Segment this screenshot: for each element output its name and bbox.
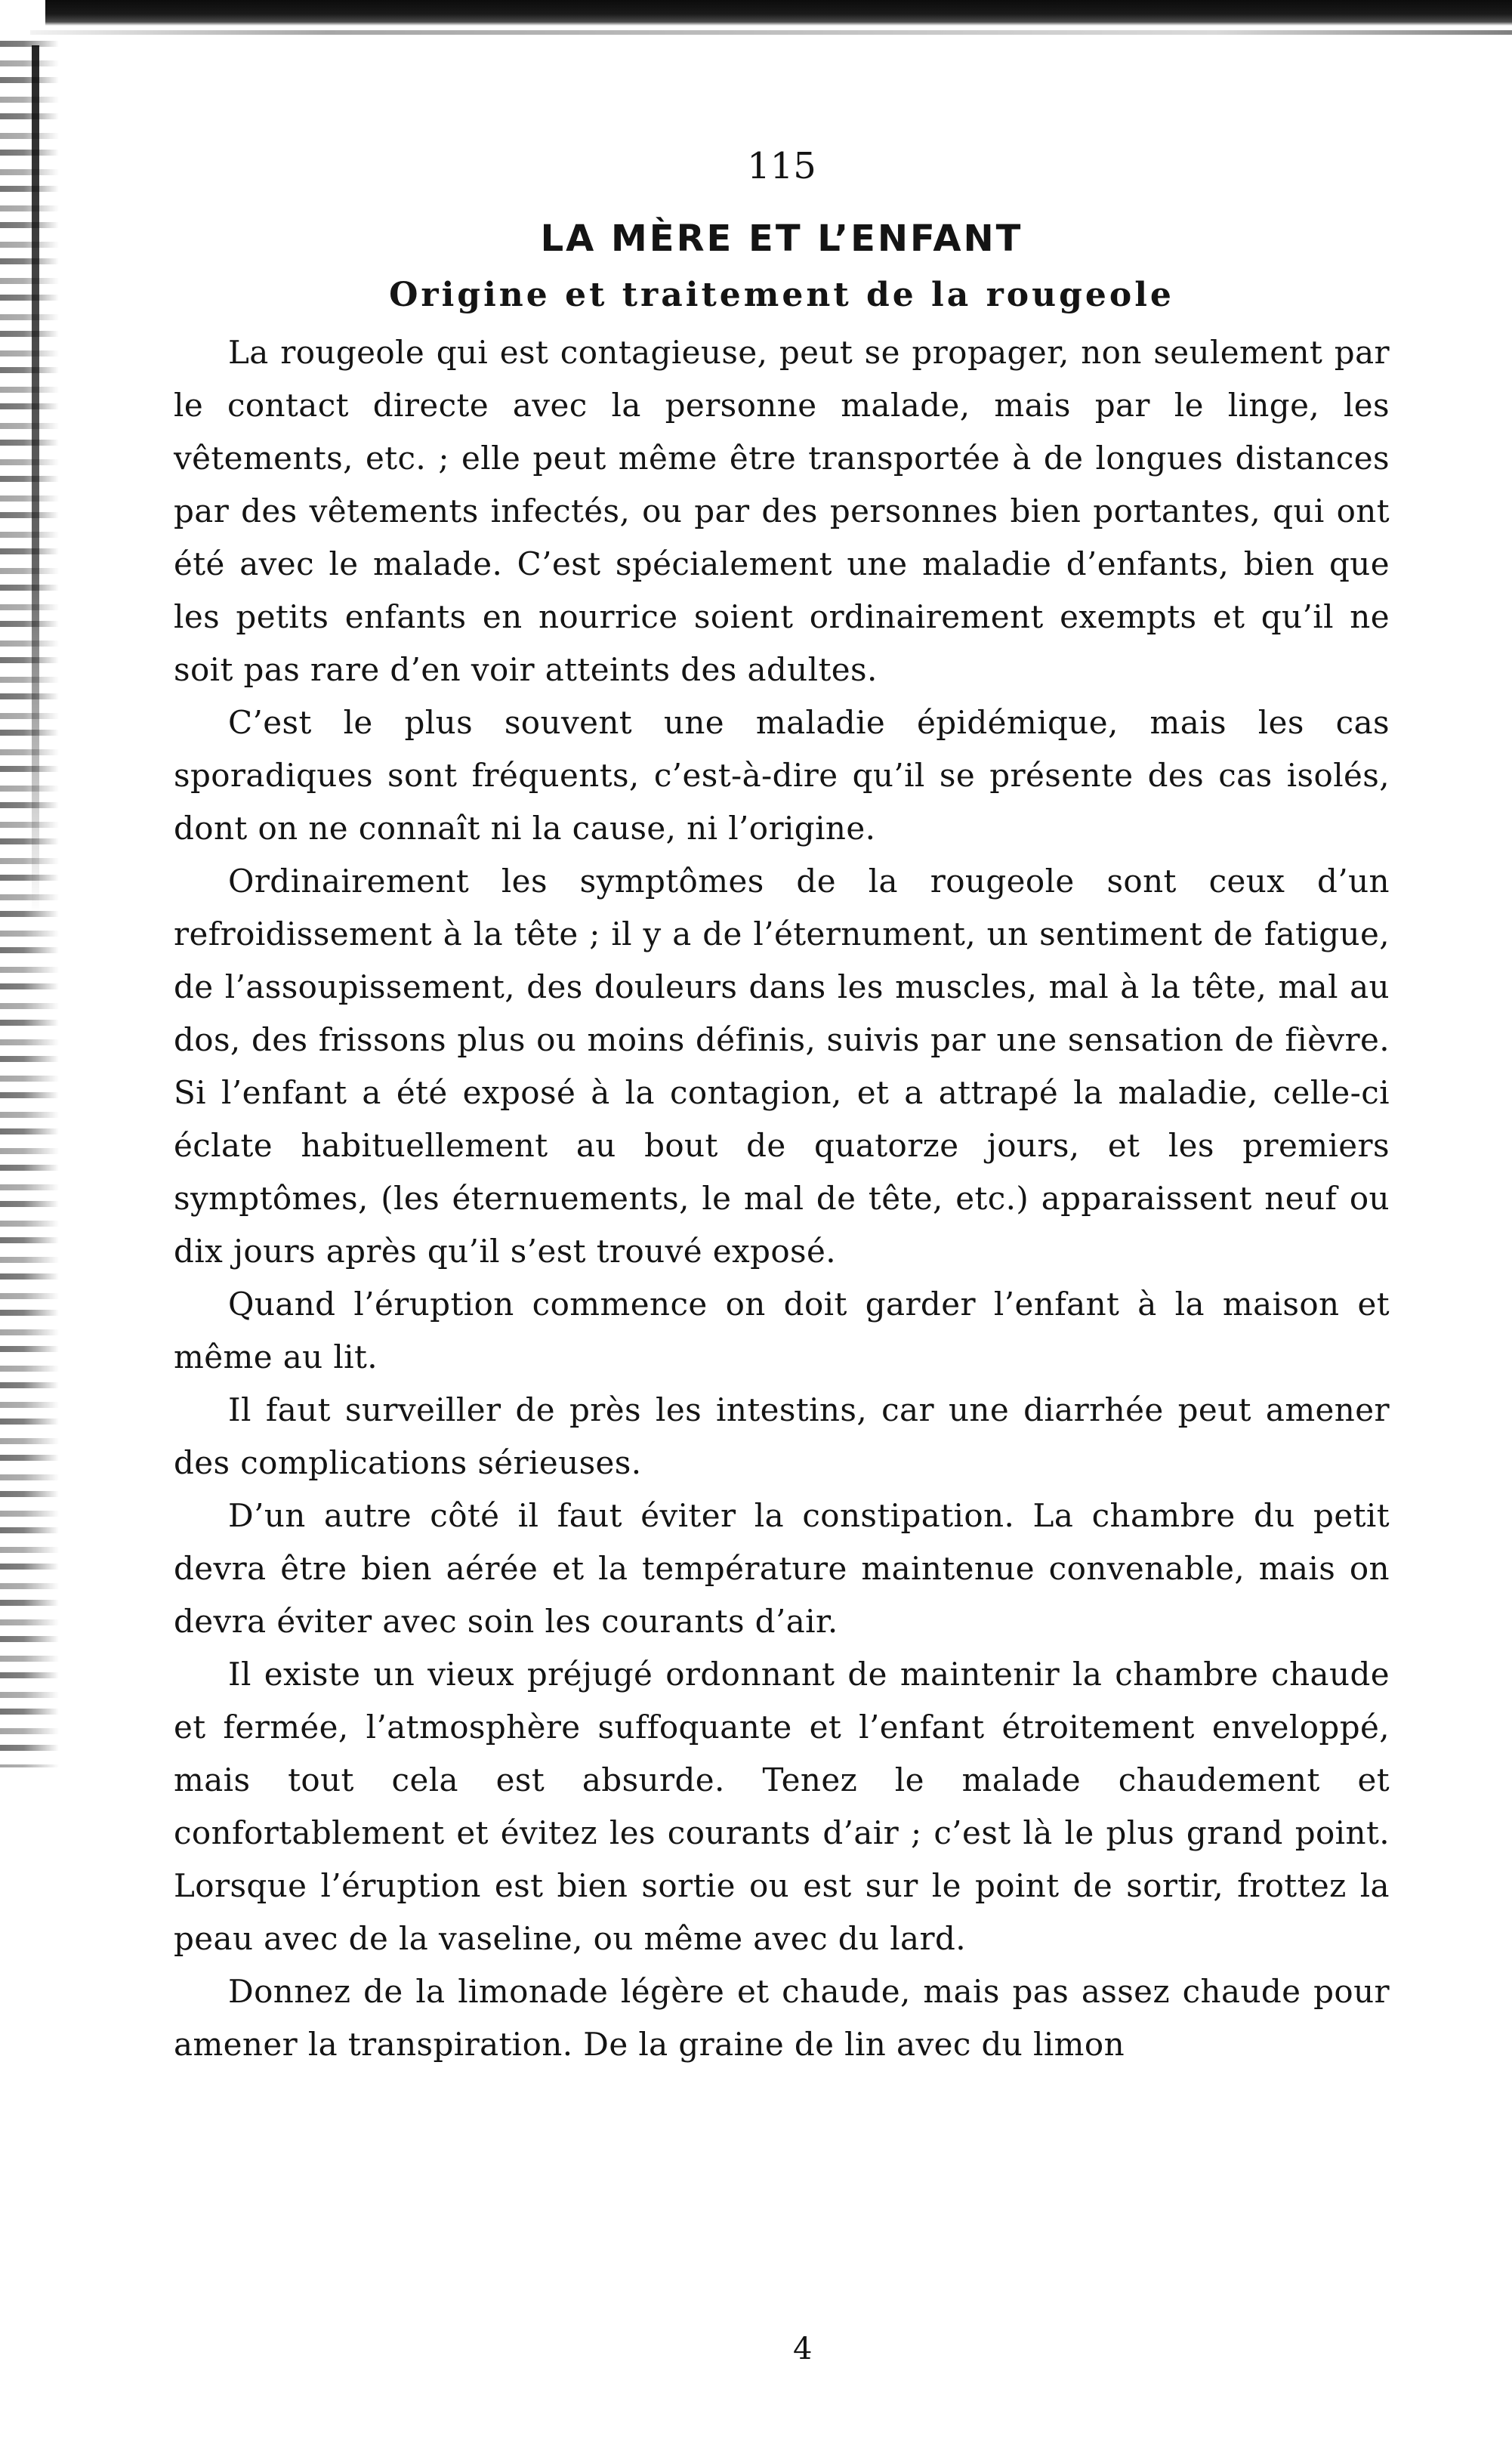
paragraph: Il faut surveiller de près les intestins, car une diarrhée peut amener des complications sérieuses.: [174, 1391, 1390, 1481]
chapter-title: LA MÈRE ET L’ENFANT: [540, 218, 1023, 260]
paragraph: Ordinairement les symptômes de la rougeole sont ceux d’un refroidissement à la tête ; il y a de l’éternument, un sentiment de fatigue, de l’assoupissement, des douleurs dans les muscles, mal à la tête, mal au dos, des frissons plus ou moins définis, suivis par une sensation de fièvre. Si l’enfant a été exposé à la contagion, et a attrapé la maladie, celle-ci éclate habituellement au bout de quatorze jours, et les premiers symptômes, (les éternuements, le mal de tête, etc.) apparaissent neuf ou dix jours après qu’il s’est trouvé exposé.: [174, 863, 1390, 1270]
paragraph: C’est le plus souvent une maladie épidémique, mais les cas sporadiques sont fréquents, c’est-à-dire qu’il se présente des cas isolés, dont on ne connaît ni la cause, ni l’origine.: [174, 704, 1390, 847]
paragraph: D’un autre côté il faut éviter la constipation. La chambre du petit devra être bien aérée et la température maintenue convenable, mais on devra éviter avec soin les courants d’air.: [174, 1497, 1390, 1640]
scan-left-binding: [32, 45, 39, 914]
signature-mark: 4: [793, 2332, 813, 2366]
paragraph: Quand l’éruption commence on doit garder l’enfant à la maison et même au lit.: [174, 1286, 1390, 1375]
paragraph: La rougeole qui est contagieuse, peut se propager, non seulement par le contact directe avec la personne malade, mais par le linge, les vêtements, etc. ; elle peut même être transportée à de longues distances par des vêtements infectés, ou par des personnes bien portantes, qui ont été avec le malade. C’est spécialement une maladie d’enfants, bien que les petits enfants en nourrice soient ordinairement exempts et qu’il ne soit pas rare d’en voir atteints des adultes.: [174, 334, 1390, 688]
paragraph: Il existe un vieux préjugé ordonnant de maintenir la chambre chaude et fermée, l’atmosphère suffoquante et l’enfant étroitement enveloppé, mais tout cela est absurde. Tenez le malade chaudement et confortablement et évitez les courants d’air ; c’est là le plus grand point. Lorsque l’éruption est bien sortie ou est sur le point de sortir, frottez la peau avec de la vaseline, ou même avec du lard.: [174, 1656, 1390, 1957]
body-text: [174, 326, 1390, 2071]
paragraph: Donnez de la limonade légère et chaude, mais pas assez chaude pour amener la transpiration. De la graine de lin avec du limon: [174, 1973, 1390, 2063]
book-page: [174, 144, 1390, 2071]
scan-top-shadow: [30, 30, 1512, 35]
scan-left-edge: [0, 30, 59, 1767]
page-number: 115: [747, 145, 816, 187]
section-title: Origine et traitement de la rougeole: [389, 276, 1174, 314]
scan-top-edge: [45, 0, 1512, 26]
